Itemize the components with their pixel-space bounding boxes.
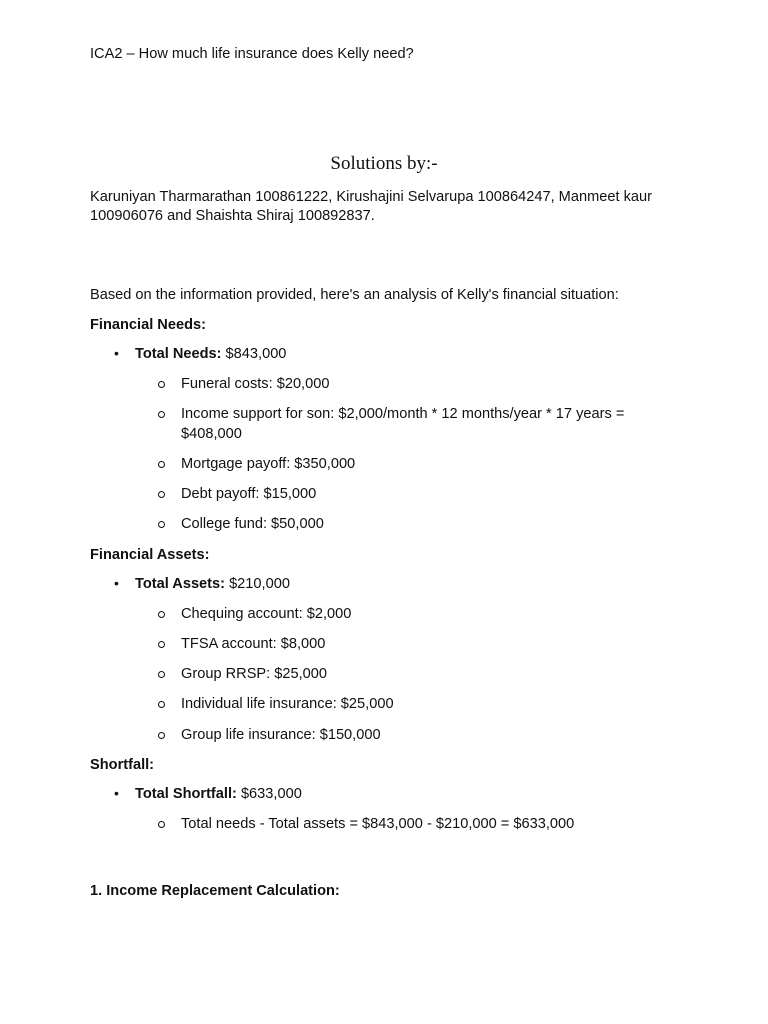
shortfall-item: Total needs - Total assets = $843,000 - $210,000 = $633,000 [181,816,575,832]
circle-bullet-icon [158,461,165,468]
needs-heading: Financial Needs: [90,317,206,333]
needs-item: College fund: $50,000 [181,516,324,532]
circle-bullet-icon [158,381,165,388]
circle-bullet-icon [158,611,165,618]
circle-bullet-icon [158,521,165,528]
bullet-icon: • [114,785,119,801]
needs-total-label: Total Needs: [135,346,222,362]
bullet-icon: • [114,575,119,591]
circle-bullet-icon [158,491,165,498]
needs-total [135,346,286,362]
circle-bullet-icon [158,732,165,739]
assets-item: Group life insurance: $150,000 [181,727,381,743]
needs-item: Debt payoff: $15,000 [181,486,317,502]
needs-item: Mortgage payoff: $350,000 [181,456,356,472]
intro-text: Based on the information provided, here's an analysis of Kelly's financial situation: [90,287,619,303]
needs-item: Income support for son: $2,000/month * 12 months/year * 17 years = [181,406,625,422]
section1-heading: 1. Income Replacement Calculation: [90,883,340,899]
page-title: Solutions by:- [330,153,438,174]
authors-line-2: 100906076 and Shaishta Shiraj 100892837. [90,208,375,224]
authors-line-1: Karuniyan Tharmarathan 100861222, Kirushajini Selvarupa 100864247, Manmeet kaur [90,189,652,205]
shortfall-total-value: $633,000 [236,786,302,802]
circle-bullet-icon [158,821,165,828]
circle-bullet-icon [158,701,165,708]
assets-total [135,576,290,592]
bullet-icon: • [114,345,119,361]
needs-item-continuation: $408,000 [181,426,242,442]
circle-bullet-icon [158,641,165,648]
assets-item: Group RRSP: $25,000 [181,666,328,682]
shortfall-heading: Shortfall: [90,757,155,773]
circle-bullet-icon [158,671,165,678]
assets-item: Individual life insurance: $25,000 [181,696,394,712]
needs-total-value: $843,000 [221,346,287,362]
assets-total-label: Total Assets: [135,576,226,592]
assets-item: TFSA account: $8,000 [181,636,326,652]
header-text: ICA2 – How much life insurance does Kelly need? [90,46,414,62]
assets-item: Chequing account: $2,000 [181,606,352,622]
shortfall-total [135,786,302,802]
assets-heading: Financial Assets: [90,547,210,563]
needs-item: Funeral costs: $20,000 [181,376,330,392]
assets-total-value: $210,000 [225,576,290,592]
shortfall-total-label: Total Shortfall: [135,786,237,802]
circle-bullet-icon [158,411,165,418]
